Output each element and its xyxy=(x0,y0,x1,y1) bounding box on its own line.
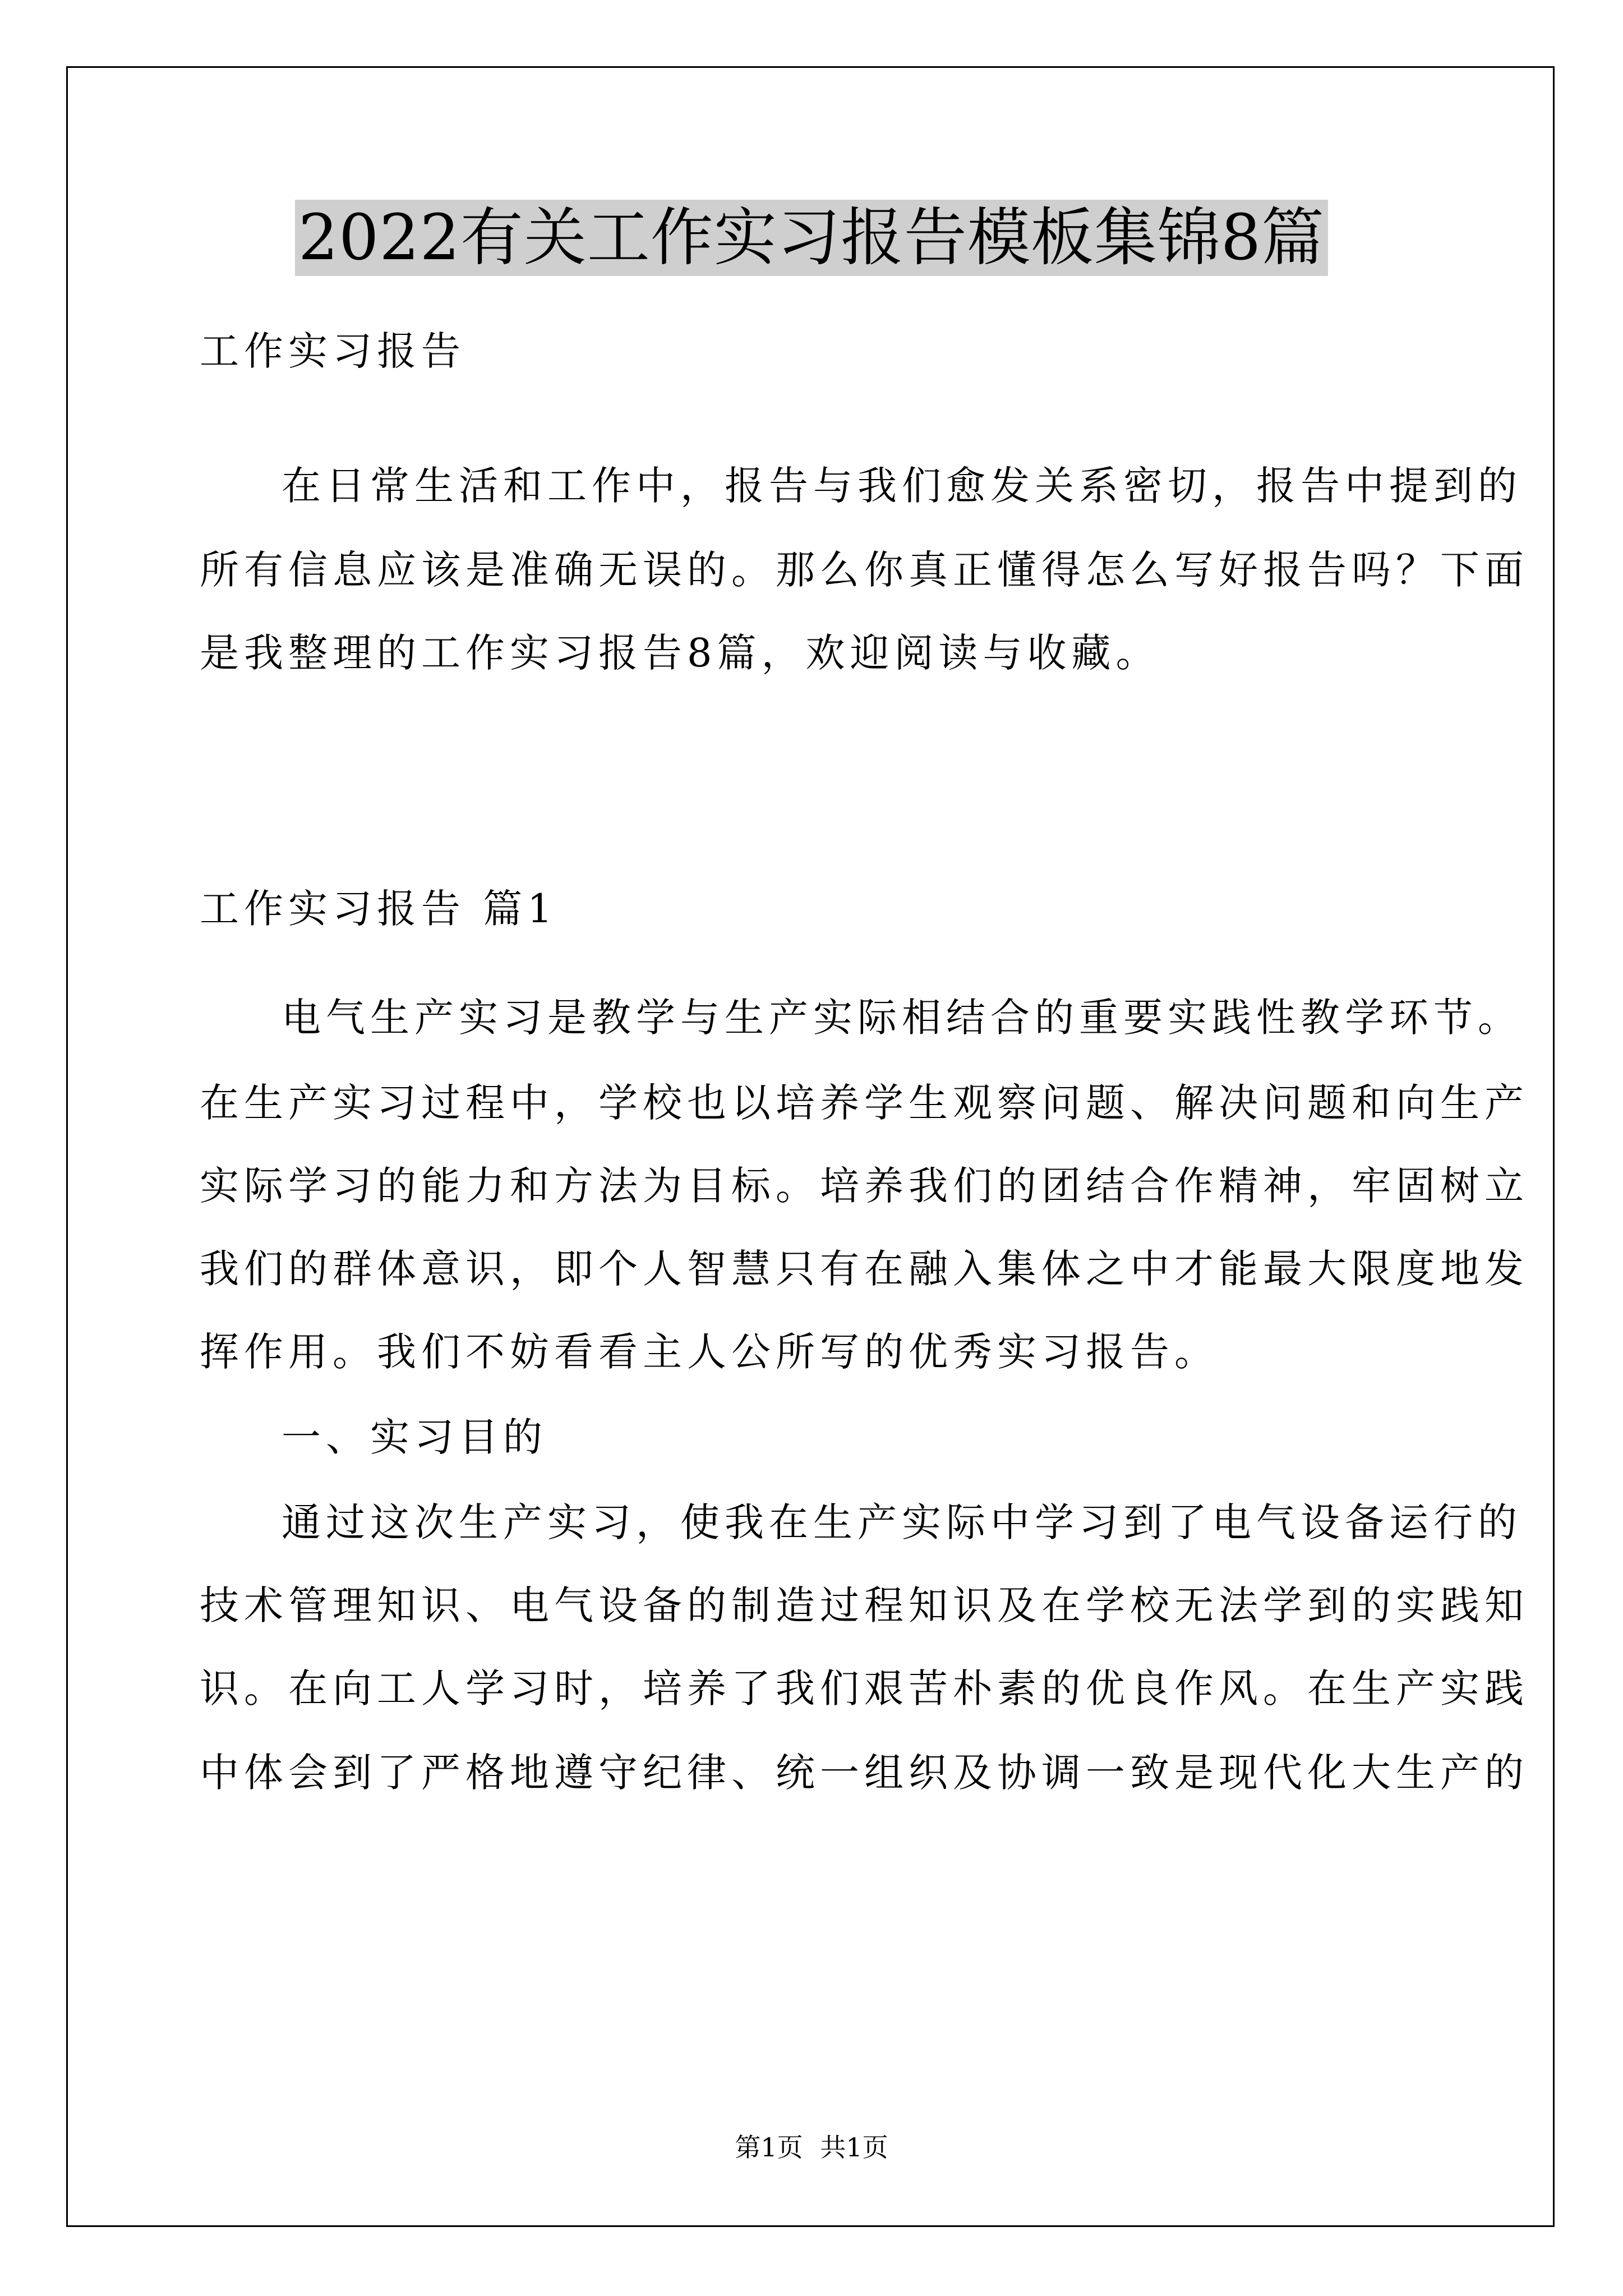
subsection-heading: 一、实习目的 xyxy=(282,1414,547,1460)
paragraph-line: 实际学习的能力和方法为目标。培养我们的团结合作精神，牢固树立 xyxy=(200,1163,1529,1209)
paragraph-line: 电气生产实习是教学与生产实际相结合的重要实践性教学环节。 xyxy=(282,995,1522,1041)
paragraph-line: 挥作用。我们不妨看看主人公所写的优秀实习报告。 xyxy=(200,1329,1219,1375)
section-heading: 工作实习报告 篇1 xyxy=(200,886,557,932)
paragraph-line: 在日常生活和工作中，报告与我们愈发关系密切，报告中提到的 xyxy=(282,463,1522,509)
section-heading: 工作实习报告 xyxy=(200,328,465,374)
paragraph-line: 通过这次生产实习，使我在生产实际中学习到了电气设备运行的 xyxy=(282,1499,1522,1545)
paragraph-line: 是我整理的工作实习报告8篇，欢迎阅读与收藏。 xyxy=(200,630,1160,676)
paragraph-line: 所有信息应该是准确无误的。那么你真正懂得怎么写好报告吗？下面 xyxy=(200,547,1529,593)
paragraph-line: 识。在向工人学习时，培养了我们艰苦朴素的优良作风。在生产实践 xyxy=(200,1665,1529,1711)
paragraph-line: 中体会到了严格地遵守纪律、统一组织及协调一致是现代化大生产的 xyxy=(200,1750,1529,1796)
paragraph-line: 在生产实习过程中，学校也以培养学生观察问题、解决问题和向生产 xyxy=(200,1080,1529,1126)
paragraph-line: 我们的群体意识，即个人智慧只有在融入集体之中才能最大限度地发 xyxy=(200,1246,1529,1292)
page-number: 第1页 xyxy=(735,2132,803,2162)
page-border xyxy=(66,66,1555,2227)
page-footer xyxy=(0,2131,1623,2164)
document-title: 2022有关工作实习报告模板集锦8篇 xyxy=(295,200,1328,276)
paragraph-line: 技术管理知识、电气设备的制造过程知识及在学校无法学到的实践知 xyxy=(200,1582,1529,1628)
page-total: 共1页 xyxy=(820,2132,888,2162)
title-container xyxy=(0,200,1623,276)
